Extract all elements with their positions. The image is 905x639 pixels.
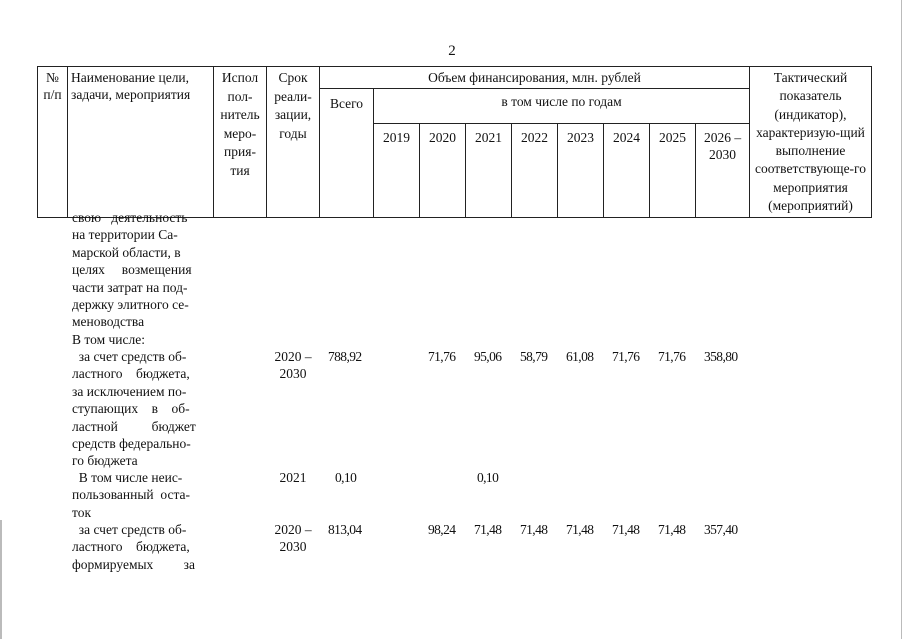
text-line: на территории Са- [72, 227, 178, 243]
row-description [72, 348, 210, 470]
row-value: 61,08 [566, 349, 594, 364]
row-total: 813,04 [328, 522, 362, 537]
text-line: средств федерально- [72, 436, 191, 452]
header-year: 2022 [512, 124, 558, 218]
row-value: 95,06 [474, 349, 502, 364]
header-executor: Испол пол- нитель меро- прия- тия [214, 67, 267, 218]
row-term [268, 469, 318, 486]
header-year: 2021 [466, 124, 512, 218]
row-value: 71,48 [566, 522, 594, 537]
table-header [37, 66, 872, 218]
header-num: № п/п [38, 67, 68, 218]
text-line: го бюджета [72, 453, 138, 469]
text-line: марской области, в [72, 244, 181, 260]
row-value: 358,80 [704, 349, 738, 364]
header-year: 2023 [558, 124, 604, 218]
text-line: держку элитного се- [72, 297, 189, 313]
row-description [72, 209, 210, 331]
row-value: 58,79 [520, 349, 548, 364]
term-line: 2030 [279, 539, 307, 555]
text-line: формируемых за [72, 556, 196, 572]
row-total: 788,92 [328, 349, 362, 364]
row-value: 71,76 [612, 349, 640, 364]
row-description [72, 331, 210, 348]
row-value: 71,76 [658, 349, 686, 364]
row-term [268, 521, 318, 556]
header-total: Всего [320, 89, 374, 218]
text-line: меноводства [72, 314, 145, 330]
row-total: 0,10 [335, 470, 357, 485]
text-line: свою деятельность [72, 210, 188, 225]
term-line: 2020 – [274, 522, 312, 537]
term-line: 2020 – [274, 349, 312, 364]
text-line: ступающих в об- [72, 401, 190, 417]
header-by-years: в том числе по годам [374, 89, 750, 124]
text-line: за исключением по- [72, 383, 187, 399]
text-line: пользованный оста- [72, 487, 191, 503]
row-value: 98,24 [428, 522, 456, 537]
header-financing: Объем финансирования, млн. рублей [320, 67, 750, 89]
header-year: 2024 [604, 124, 650, 218]
row-value: 357,40 [704, 522, 738, 537]
term-line: 2021 [279, 470, 307, 485]
row-value: 71,48 [658, 522, 686, 537]
text-line: целях возмещения [72, 262, 192, 278]
text-line: ток [72, 504, 92, 520]
header-term: Срок реали- зации, годы [267, 67, 320, 218]
header-year: 2019 [374, 124, 420, 218]
row-value: 71,76 [428, 349, 456, 364]
row-term [268, 348, 318, 383]
term-line: 2030 [279, 366, 307, 382]
text-line: В том числе: [72, 332, 145, 347]
scan-edge-right [901, 0, 902, 639]
text-line: ластной бюджет [72, 418, 196, 434]
row-description [72, 469, 210, 521]
scan-edge-left [0, 520, 2, 639]
text-line: за счет средств об- [72, 349, 187, 364]
header-year: 2026 – 2030 [696, 124, 750, 218]
text-line: ластного бюджета, [72, 366, 190, 382]
row-description [72, 521, 210, 573]
text-line: за счет средств об- [72, 522, 187, 537]
text-line: В том числе неис- [72, 470, 183, 485]
row-value: 0,10 [477, 470, 499, 485]
text-line: ластного бюджета, [72, 539, 190, 555]
header-name: Наименование цели, задачи, мероприятия [68, 67, 214, 218]
header-year: 2025 [650, 124, 696, 218]
header-year: 2020 [420, 124, 466, 218]
header-indicator: Тактический показатель (индикатор), характеризую-щий выполнение соответствующе-го мероприятия (мероприятий) [750, 67, 872, 218]
row-value: 71,48 [474, 522, 502, 537]
row-value: 71,48 [520, 522, 548, 537]
page-number: 2 [448, 43, 456, 59]
row-value: 71,48 [612, 522, 640, 537]
text-line: части затрат на под- [72, 279, 188, 295]
